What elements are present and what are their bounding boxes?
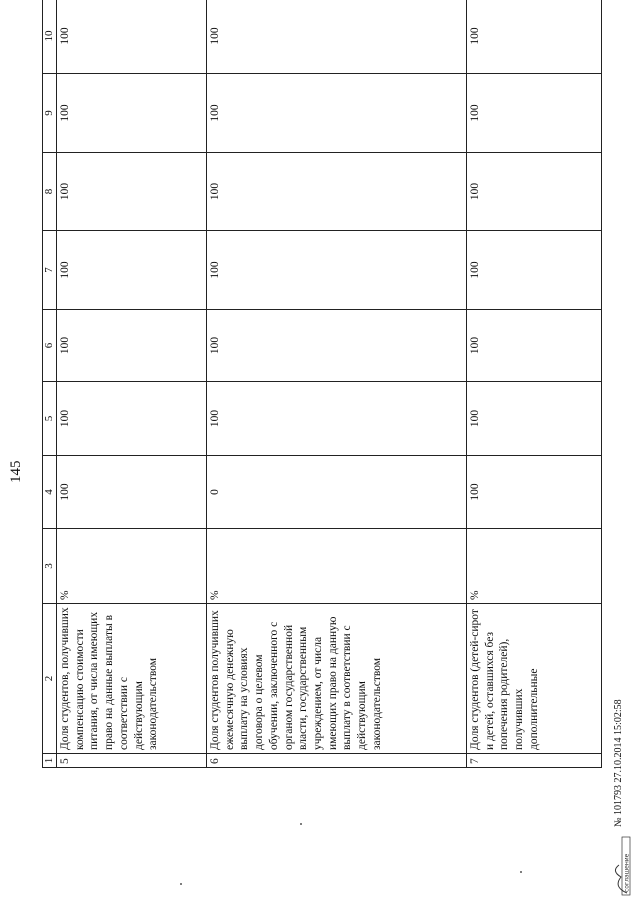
- page-number: 145: [8, 460, 24, 483]
- document-footer: [607, 537, 635, 897]
- cell-value: 100: [57, 231, 207, 310]
- col-header: 6: [43, 310, 57, 382]
- cell-value: 100: [207, 310, 467, 382]
- col-header: 4: [43, 456, 57, 529]
- col-header: 3: [43, 529, 57, 604]
- cell-value: 100: [467, 382, 602, 456]
- header-row: [43, 0, 57, 768]
- table-row: [467, 0, 602, 768]
- cell-value: 100: [57, 382, 207, 456]
- cell-value: 100: [207, 231, 467, 310]
- col-header: 9: [43, 74, 57, 153]
- cell-value: 100: [467, 310, 602, 382]
- data-table: [42, 0, 602, 768]
- row-label: Доля студентов получивших ежемесячную денежную выплату на условиях договора о целевом обучении, заключенного с органом государственной власти, государственным учреждением, от числа имеющих право на данную выплату в соответствии с действующим законодательством: [207, 604, 467, 754]
- cell-value: 100: [467, 153, 602, 231]
- row-number: 6: [207, 754, 467, 768]
- col-header: 1: [43, 754, 57, 768]
- scan-dot: [520, 871, 522, 873]
- col-header: 8: [43, 153, 57, 231]
- table-row: [207, 0, 467, 768]
- cell-value: 100: [207, 74, 467, 153]
- cell-value: 100: [57, 0, 207, 74]
- cell-value: 100: [467, 74, 602, 153]
- row-unit: %: [207, 529, 467, 604]
- row-unit: %: [57, 529, 207, 604]
- cell-value: 100: [467, 456, 602, 529]
- cell-value: 100: [57, 74, 207, 153]
- col-header: 10: [43, 0, 57, 74]
- col-header: 2: [43, 604, 57, 754]
- row-label: Доля студентов (детей-сирот и детей, оставшихся без попечения родителей), получивших дополнительные: [467, 604, 602, 754]
- row-unit: %: [467, 529, 602, 604]
- col-header: 7: [43, 231, 57, 310]
- cell-value: 0: [207, 456, 467, 529]
- stamp-icon: [607, 833, 633, 897]
- cell-value: 100: [207, 0, 467, 74]
- scan-dot: [300, 823, 302, 825]
- row-number: 7: [467, 754, 602, 768]
- cell-value: 100: [207, 382, 467, 456]
- cell-value: 100: [207, 153, 467, 231]
- row-number: 5: [57, 754, 207, 768]
- cell-value: 100: [467, 231, 602, 310]
- row-label: Доля студентов, получивших компенсацию стоимости питания, от числа имеющих право на данные выплаты в соответствии с действующим законодательством: [57, 604, 207, 754]
- cell-value: 100: [57, 153, 207, 231]
- cell-value: 100: [57, 456, 207, 529]
- col-header: 5: [43, 382, 57, 456]
- scan-dot: [180, 883, 182, 885]
- cell-value: 100: [467, 0, 602, 74]
- stamp-text: соглашение: [623, 853, 631, 892]
- cell-value: 100: [57, 310, 207, 382]
- registration-number: № 101793 27.10.2014 15:02:58: [613, 699, 624, 827]
- table-row: [57, 0, 207, 768]
